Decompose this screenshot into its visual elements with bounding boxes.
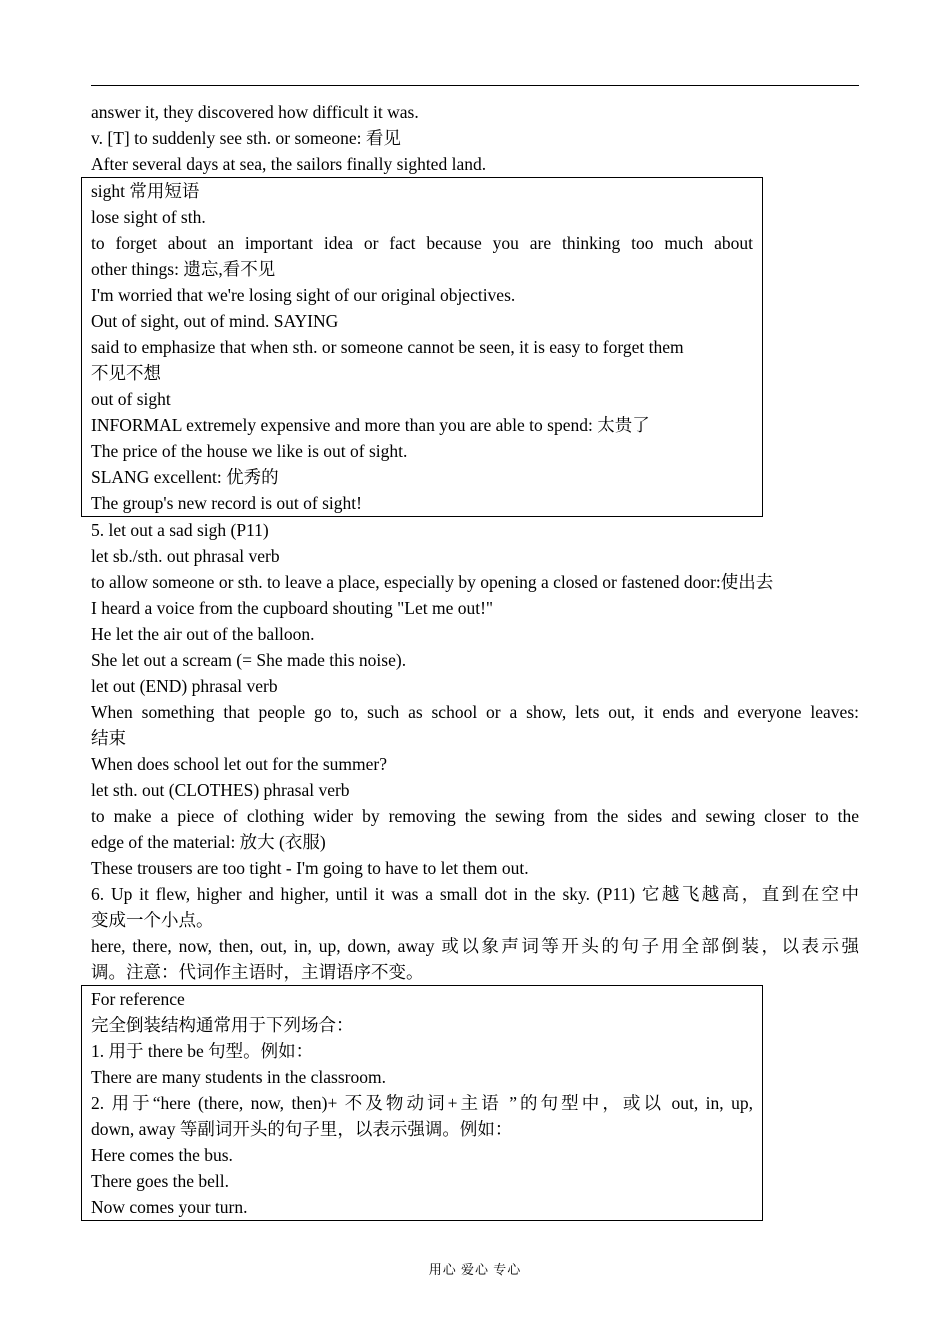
text-line: 5. let out a sad sigh (P11): [91, 520, 269, 540]
document-body: [91, 99, 859, 1221]
box-line: There are many students in the classroom.: [91, 1067, 386, 1087]
box-line: 2. 用于“here (there, now, then)+ 不及物动词+主语 ”的句型中，或以 out, in, up,: [91, 1093, 753, 1113]
sight-phrases-box: [81, 177, 763, 517]
header-rule: [91, 85, 859, 86]
box-line: Now comes your turn.: [91, 1197, 248, 1217]
text-line: When something that people go to, such as school or a show, lets out, it ends and everyone leaves:: [91, 702, 859, 722]
inversion-reference-box: [81, 985, 763, 1221]
text-line: 6. Up it flew, higher and higher, until it was a small dot in the sky. (P11) 它越飞越高，直到在空中: [91, 884, 859, 904]
box-line: The price of the house we like is out of sight.: [91, 441, 408, 461]
text-line: He let the air out of the balloon.: [91, 624, 315, 644]
text-line: v. [T] to suddenly see sth. or someone: 看见: [91, 128, 401, 148]
text-line: 调。注意：代词作主语时，主谓语序不变。: [91, 962, 424, 982]
box-line: Here comes the bus.: [91, 1145, 233, 1165]
text-line: let sth. out (CLOTHES) phrasal verb: [91, 780, 350, 800]
box-line: lose sight of sth.: [91, 207, 206, 227]
box-line: There goes the bell.: [91, 1171, 230, 1191]
text-line: I heard a voice from the cupboard shouting "Let me out!": [91, 598, 494, 618]
page-footer: 用心 爱心 专心: [428, 1262, 522, 1277]
text-line: 变成一个小点。: [91, 910, 214, 930]
box-line: For reference: [91, 989, 185, 1009]
text-line: to allow someone or sth. to leave a place, especially by opening a closed or fastened door:使出去: [91, 572, 774, 592]
text-line: After several days at sea, the sailors finally sighted land.: [91, 154, 487, 174]
text-line: When does school let out for the summer?: [91, 754, 387, 774]
box-line: sight 常用短语: [91, 181, 200, 201]
intro-section: [91, 99, 859, 177]
box-line: 不见不想: [91, 363, 161, 383]
box-line: said to emphasize that when sth. or someone cannot be seen, it is easy to forget them: [91, 337, 684, 357]
box-line: other things: 遗忘,看不见: [91, 259, 276, 279]
text-line: let sb./sth. out phrasal verb: [91, 546, 280, 566]
let-out-section: [91, 517, 859, 985]
box-line: Out of sight, out of mind. SAYING: [91, 311, 339, 331]
box-line: out of sight: [91, 389, 171, 409]
text-line: let out (END) phrasal verb: [91, 676, 278, 696]
text-line: to make a piece of clothing wider by removing the sewing from the sides and sewing closer to the: [91, 806, 859, 826]
box-line: I'm worried that we're losing sight of our original objectives.: [91, 285, 516, 305]
box-line: INFORMAL extremely expensive and more than you are able to spend: 太贵了: [91, 415, 650, 435]
text-line: 结束: [91, 728, 126, 748]
box-line: to forget about an important idea or fact because you are thinking too much about: [91, 233, 753, 253]
text-line: These trousers are too tight - I'm going to have to let them out.: [91, 858, 529, 878]
text-line: She let out a scream (= She made this noise).: [91, 650, 407, 670]
box-line: 完全倒装结构通常用于下列场合：: [91, 1015, 354, 1035]
box-line: down, away 等副词开头的句子里，以表示强调。例如：: [91, 1119, 513, 1139]
box-line: 1. 用于 there be 句型。例如：: [91, 1041, 314, 1061]
text-line: here, there, now, then, out, in, up, down, away 或以象声词等开头的句子用全部倒装，以表示强: [91, 936, 859, 956]
box-line: SLANG excellent: 优秀的: [91, 467, 279, 487]
text-line: edge of the material: 放大 (衣服): [91, 832, 326, 852]
box-line: The group's new record is out of sight!: [91, 493, 362, 513]
text-line: answer it, they discovered how difficult it was.: [91, 102, 419, 122]
